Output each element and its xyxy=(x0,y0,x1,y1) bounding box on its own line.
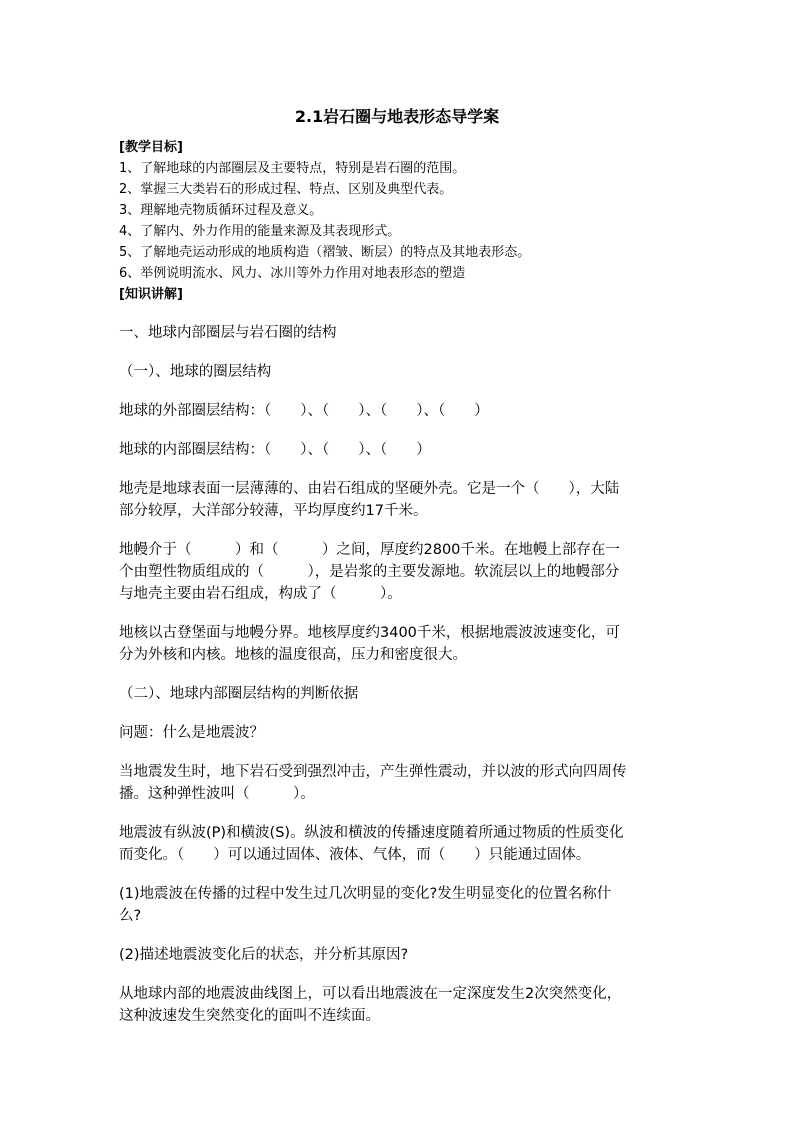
subsection-heading: （一）、地球的圈层结构 xyxy=(119,364,272,380)
objective-item: 4、了解内、外力作用的能量来源及其表现形式。 xyxy=(119,224,401,239)
question-line: 问题：什么是地震波？ xyxy=(119,725,264,741)
waves-paragraph-line: 地震波有纵波(P)和横波(S)。纵波和横波的传播速度随着所通过物质的性质变化 xyxy=(119,825,624,841)
final-paragraph-line: 这种波速发生突然变化的面叫不连续面。 xyxy=(119,1008,380,1024)
objective-item: 5、了解地壳运动形成的地质构造（褶皱、断层）的特点及其地表形态。 xyxy=(119,245,531,260)
core-paragraph-line: 分为外核和内核。地核的温度很高，压力和密度很大。 xyxy=(119,647,467,663)
objectives-heading: [教学目标] xyxy=(119,140,183,155)
crust-paragraph-line: 地壳是地球表面一层薄薄的、由岩石组成的坚硬外壳。它是一个（ ），大陆 xyxy=(119,481,620,497)
mantle-paragraph-line: 个由塑性物质组成的（ ），是岩浆的主要发源地。软流层以上的地幔部分 xyxy=(119,564,620,580)
knowledge-heading: [知识讲解] xyxy=(119,287,183,302)
document-title: 2.1岩石圈与地表形态导学案 xyxy=(294,107,500,126)
quake-paragraph-line: 当地震发生时，地下岩石受到强烈冲击，产生弹性震动，并以波的形式向四周传 xyxy=(119,764,627,780)
outer-layers-question: 地球的外部圈层结构：（ ）、（ ）、（ ）、（ ） xyxy=(119,403,489,419)
question-1-line: (1)地震波在传播的过程中发生过几次明显的变化?发生明显变化的位置名称什 xyxy=(119,886,612,902)
objective-item: 2、掌握三大类岩石的形成过程、特点、区别及典型代表。 xyxy=(119,182,453,197)
core-paragraph-line: 地核以古登堡面与地幔分界。地核厚度约3400千米，根据地震波波速变化，可 xyxy=(119,625,620,641)
waves-paragraph-line: 而变化。（ ）可以通过固体、液体、气体，而（ ）只能通过固体。 xyxy=(119,847,591,863)
objective-item: 1、了解地球的内部圈层及主要特点，特别是岩石圈的范围。 xyxy=(119,161,466,176)
mantle-paragraph-line: 与地壳主要由岩石组成，构成了（ ）。 xyxy=(119,586,402,602)
inner-layers-question: 地球的内部圈层结构：（ ）、（ ）、（ ） xyxy=(119,442,431,458)
subsection-heading: （二）、地球内部圈层结构的判断依据 xyxy=(119,686,359,702)
final-paragraph-line: 从地球内部的地震波曲线图上，可以看出地震波在一定深度发生2次突然变化， xyxy=(119,986,622,1002)
quake-paragraph-line: 播。这种弹性波叫（ ）。 xyxy=(119,786,315,802)
objective-item: 3、理解地壳物质循环过程及意义。 xyxy=(119,203,323,218)
crust-paragraph-line: 部分较厚，大洋部分较薄，平均厚度约17千米。 xyxy=(119,503,428,519)
mantle-paragraph-line: 地幔介于（ ）和（ ）之间，厚度约2800千米。在地幔上部存在一 xyxy=(119,542,620,558)
section-heading: 一、地球内部圈层与岩石圈的结构 xyxy=(119,325,337,341)
question-2-line: (2)描述地震波变化后的状态，并分析其原因? xyxy=(119,947,409,963)
question-1-line: 么? xyxy=(119,908,142,924)
objective-item: 6、举例说明流水、风力、冰川等外力作用对地表形态的塑造 xyxy=(119,266,466,281)
